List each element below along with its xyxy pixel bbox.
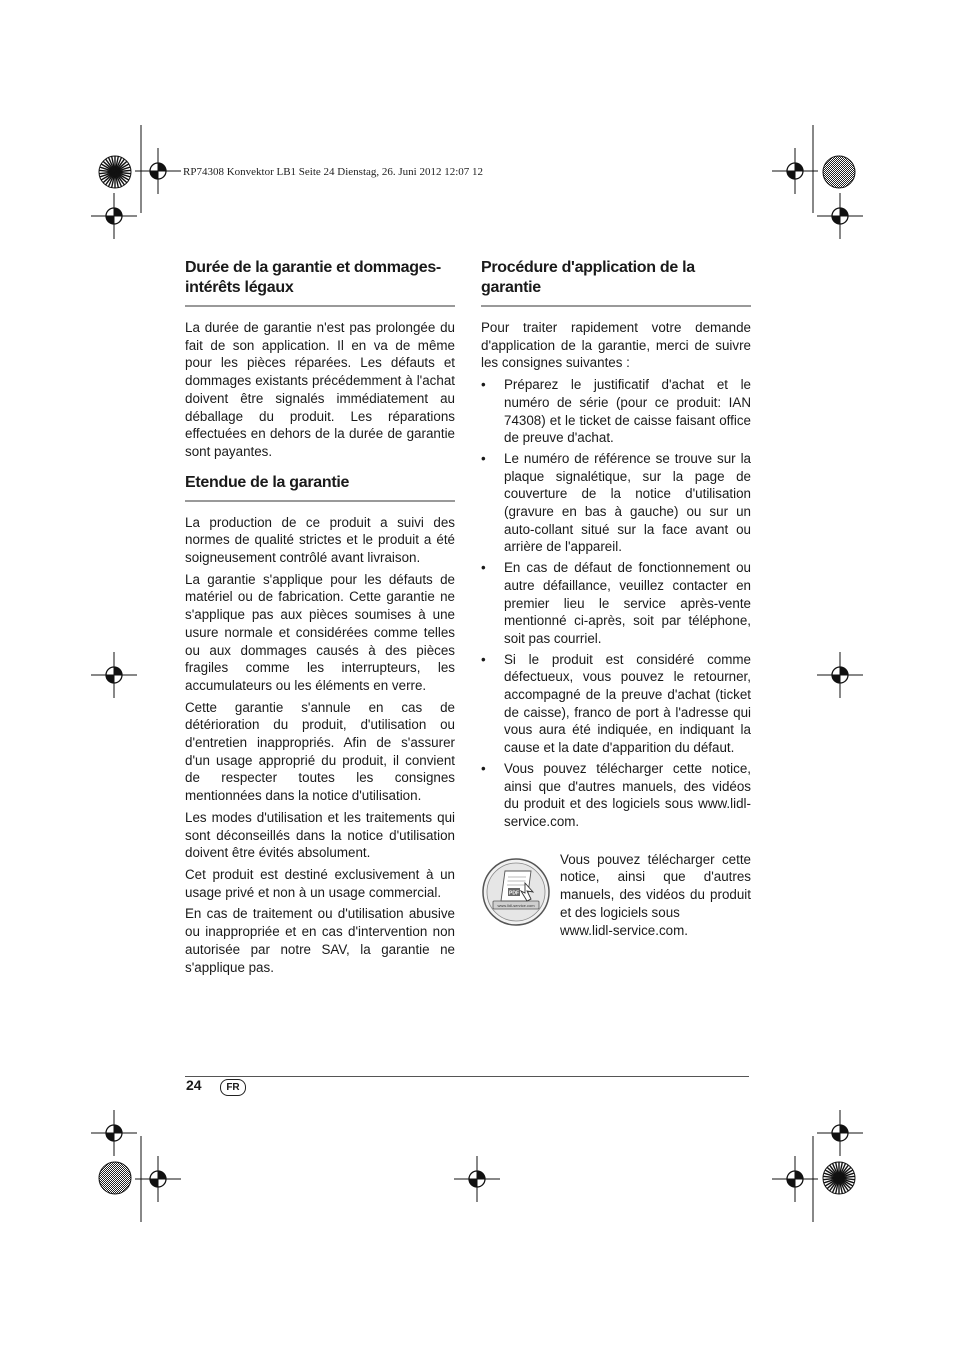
paragraph: La garantie s'applique pour les défauts de matériel ou de fabrication. Cette garantie ne s'applique pas aux pièces soumises à une usure normale et considérées comme telles ou aux dommages causés à des pièces fragiles comme les interrupteurs, les accumulateurs ou les éléments en verre. (185, 571, 455, 693)
list-item (481, 559, 751, 648)
paragraph: Cet produit est destiné exclusivement à un usage privé et non à un usage commercial. (185, 866, 455, 900)
paragraph: En cas de traitement ou d'utilisation abusive ou inappropriée et en cas d'intervention non autorisée par notre SAV, la garantie ne s'applique pas. (185, 906, 455, 975)
paragraph: Les modes d'utilisation et les traitements qui sont déconseillés dans la notice d'utilisation doivent être évités absolument. (185, 809, 455, 861)
section-heading: Etendue de la garantie (185, 473, 455, 502)
print-slug: RP74308 Konvektor LB1 Seite 24 Dienstag, 26. Juni 2012 12:07 12 (183, 166, 484, 178)
download-url: www.lidl-service.com. (560, 922, 688, 938)
list-item-text: Le numéro de référence se trouve sur la plaque signalétique, sur la page de couverture de la notice d'utilisation (gravure en bas à gauche) ou sur un auto-collant situé sur la face avant ou arrière de l'appareil. (504, 450, 751, 555)
download-manual-icon (481, 857, 551, 927)
page-number: 24 (186, 1077, 202, 1093)
intro-paragraph: Pour traiter rapidement votre demande d'application de la garantie, merci de suivre les consignes suivantes : (481, 320, 751, 371)
download-info-box (481, 851, 751, 940)
list-item (481, 760, 751, 831)
pdf-tab-label: PDF (509, 890, 519, 897)
list-item-text: Préparez le justificatif d'achat et le numéro de série (pour ce produit: IAN 74308) et le ticket de caisse faisant office de preuve d'achat. (504, 377, 751, 446)
procedure-list (481, 376, 751, 831)
paragraph: La production de ce produit a suivi des normes de qualité strictes et le produit a été soigneusement contrôlé avant livraison. (185, 514, 455, 566)
list-item (481, 450, 751, 556)
language-badge: FR (220, 1079, 246, 1096)
bullet: • (481, 651, 486, 667)
section-heading: Durée de la garantie et dommages-intérêts légaux (185, 258, 455, 307)
right-column (481, 258, 751, 939)
list-item (481, 651, 751, 757)
left-column (185, 258, 455, 988)
download-info-main: Vous pouvez télécharger cette notice, ainsi que d'autres manuels, des vidéos du produit et des logiciels sous (560, 851, 751, 920)
section-warranty-duration (185, 258, 455, 461)
section-warranty-scope (185, 473, 455, 977)
section-warranty-procedure (481, 258, 751, 831)
list-item (481, 376, 751, 447)
bullet: • (481, 560, 486, 576)
list-item-text: En cas de défaut de fonctionnement ou autre défaillance, veuillez contacter en premier lieu le service après-vente mentionné ci-après, soit par téléphone, soit pas courriel. (504, 560, 751, 646)
list-item-text: Si le produit est considéré comme défectueux, vous pouvez le retourner, accompagné de la preuve d'achat (ticket de caisse), franco de port à l'adresse qui vous aura été indiquée, en indiquant la cause et la date d'apparition du défaut. (504, 651, 751, 756)
icon-url-label: www.lidl-service.com (497, 902, 535, 908)
bullet: • (481, 760, 486, 776)
paragraph: La durée de garantie n'est pas prolongée du fait de son application. Il en va de même pour les pièces réparées. Les défauts et dommages existants précédemment à l'achat doivent être signalés immédiatement au déballage du produit. Les réparations effectuées en dehors de la durée de garantie sont payantes. (185, 320, 455, 459)
bullet: • (481, 377, 486, 393)
section-heading: Procédure d'application de la garantie (481, 258, 751, 307)
paragraph: Cette garantie s'annule en cas de détérioration du produit, d'utilisation ou d'entretien inappropriés. Afin de s'assurer d'un usage approprié du produit, il convient de respecter toutes les consignes mentionnées dans la notice d'utilisation. (185, 699, 455, 804)
download-info-text (560, 851, 751, 940)
list-item-text: Vous pouvez télécharger cette notice, ainsi que d'autres manuels, des vidéos du produit et des logiciels sous www.lidl-service.com. (504, 760, 751, 829)
bullet: • (481, 450, 486, 466)
footer-rule (185, 1076, 749, 1077)
